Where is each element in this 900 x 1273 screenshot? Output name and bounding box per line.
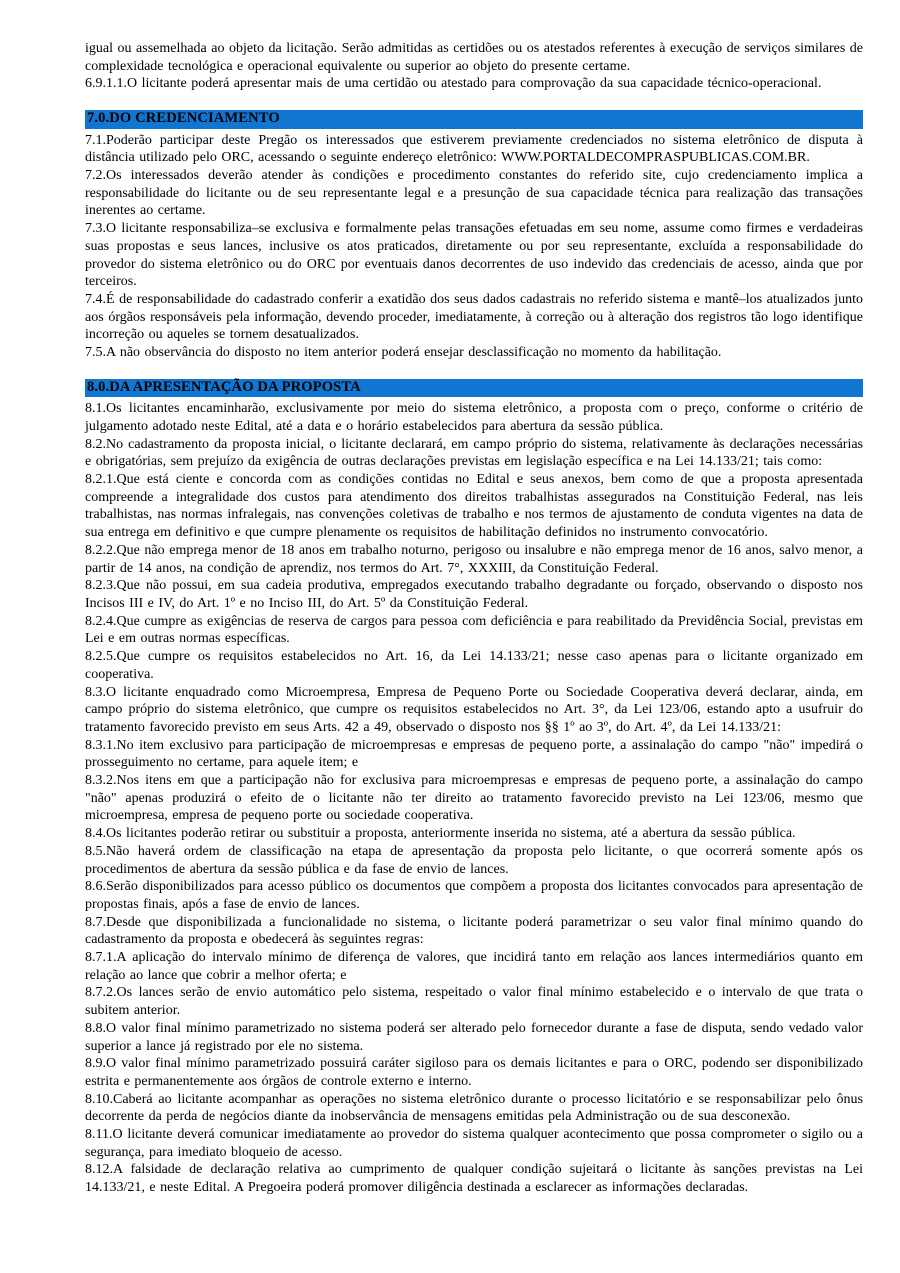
paragraph-8-4: 8.4.Os licitantes poderão retirar ou substituir a proposta, anteriormente inserida no sistema, até a abertura da sessão pública. (85, 826, 796, 842)
paragraph-8-1: 8.1.Os licitantes encaminharão, exclusivamente por meio do sistema eletrônico, a proposta com o preço, conforme o critério de julgamento adotado neste Edital, até a data e o horário estabelecidos para abertura da sessão pública. (85, 401, 863, 434)
paragraph-8-3: 8.3.O licitante enquadrado como Microempresa, Empresa de Pequeno Porte ou Sociedade Cooperativa deverá declarar, ainda, em campo próprio do sistema eletrônico, que cumpre os requisitos estabelecidos no Art. 3°, da Lei 123/06, estando apto a usufruir do tratamento favorecido previsto em seus Arts. 42 a 49, observado o disposto nos §§ 1º ao 3º, do Art. 4º, da Lei 14.133/21: (85, 684, 863, 735)
paragraph-6-9-1-1: 6.9.1.1.O licitante poderá apresentar mais de uma certidão ou atestado para comprovação da sua capacidade técnico-operacional. (85, 76, 822, 92)
paragraph-8-2-3: 8.2.3.Que não possui, em sua cadeia produtiva, empregados executando trabalho degradante ou forçado, observando o disposto nos Incisos III e IV, do Art. 1º e no Inciso III, do Art. 5º da Constituição Federal. (85, 578, 863, 611)
paragraph-8-6: 8.6.Serão disponibilizados para acesso público os documentos que compõem a proposta dos licitantes convocados para apresentação de propostas finais, após a fase de envio de lances. (85, 879, 863, 912)
paragraph-8-7: 8.7.Desde que disponibilizada a funcionalidade no sistema, o licitante poderá parametrizar o seu valor final mínimo quando do cadastramento da proposta e obedecerá às seguintes regras: (85, 914, 863, 948)
paragraph-8-2-4: 8.2.4.Que cumpre as exigências de reserva de cargos para pessoa com deficiência e para reabilitado da Previdência Social, previstas em Lei e em outras normas específicas. (85, 613, 863, 647)
paragraph-8-2-2: 8.2.2.Que não emprega menor de 18 anos em trabalho noturno, perigoso ou insalubre e não emprega menor de 16 anos, salvo menor, a partir de 14 anos, na condição de aprendiz, nos termos do Art. 7°, XXXIII, da Constituição Federal. (85, 542, 863, 576)
paragraph-8-3-2: 8.3.2.Nos itens em que a participação não for exclusiva para microempresas e empresas de pequeno porte, a assinalação do campo "não" apenas produzirá o efeito de o licitante não ter direito ao tratamento favorecido previsto na Lei 123/06, mesmo que microempresa, empresa de pequeno porte ou sociedade cooperativa. (85, 773, 863, 824)
paragraph-continuation: igual ou assemelhada ao objeto da licitação. Serão admitidas as certidões ou os atestados referentes à execução de serviços similares de complexidade tecnológica e operacional equivalente ou superior ao objeto do presente certame. (85, 41, 863, 74)
paragraph-7-1: 7.1.Poderão participar deste Pregão os interessados que estiverem previamente credenciados no sistema eletrônico de disputa à distância utilizado pelo ORC, acessando o seguinte endereço eletrônico: WWW.PORTALDECOMPRASPUBLICAS.COM.BR. (85, 132, 863, 166)
paragraph-8-11: 8.11.O licitante deverá comunicar imediatamente ao provedor do sistema qualquer acontecimento que possa comprometer o sigilo ou a segurança, para imediato bloqueio de acesso. (85, 1127, 863, 1160)
paragraph-8-9: 8.9.O valor final mínimo parametrizado possuirá caráter sigiloso para os demais licitantes e para o ORC, podendo ser disponibilizado estrita e permanentemente aos órgãos de controle externo e interno. (85, 1056, 863, 1089)
paragraph-7-5: 7.5.A não observância do disposto no item anterior poderá ensejar desclassificação no momento da habilitação. (85, 345, 722, 361)
paragraph-8-12: 8.12.A falsidade de declaração relativa ao cumprimento de qualquer condição sujeitará o licitante às sanções previstas na Lei 14.133/21, e neste Edital. A Pregoeira poderá promover diligência destinada a esclarecer as informações declaradas. (85, 1162, 863, 1196)
paragraph-8-2-1: 8.2.1.Que está ciente e concorda com as condições contidas no Edital e seus anexos, bem como de que a proposta apresentada compreende a integralidade dos custos para atendimento dos direitos trabalhistas assegurados na Constituição Federal, nas leis trabalhistas, nas normas infralegais, nas convenções coletivas de trabalho e nos termos de ajustamento de conduta vigentes na data de sua entrega em definitivo e que cumpre plenamente os requisitos de habilitação definidos no instrumento convocatório. (85, 472, 863, 541)
paragraph-8-3-1: 8.3.1.No item exclusivo para participação de microempresas e empresas de pequeno porte, a assinalação do campo "não" impedirá o prosseguimento no certame, para aquele item; e (85, 737, 863, 771)
paragraph-8-5: 8.5.Não haverá ordem de classificação na etapa de apresentação da proposta pelo licitante, o que ocorrerá somente após os procedimentos de abertura da sessão pública e da fase de envio de lances. (85, 843, 863, 877)
section-header-apresentacao-proposta: 8.0.DA APRESENTAÇÃO DA PROPOSTA (85, 379, 863, 398)
paragraph-7-3: 7.3.O licitante responsabiliza–se exclusiva e formalmente pelas transações efetuadas em seu nome, assume como firmes e verdadeiras suas propostas e seus lances, inclusive os atos praticados, diretamente ou por seu representante, excluída a responsabilidade do provedor do sistema eletrônico ou do ORC por eventuais danos decorrentes de uso indevido das credenciais de acesso, ainda que por terceiros. (85, 221, 863, 290)
paragraph-7-2: 7.2.Os interessados deverão atender às condições e procedimento constantes do referido site, cujo credenciamento implica a responsabilidade do licitante ou de seu representante legal e a presunção de sua capacidade técnica para realização das transações inerentes ao certame. (85, 168, 863, 219)
paragraph-8-7-1: 8.7.1.A aplicação do intervalo mínimo de diferença de valores, que incidirá tanto em relação aos lances intermediários quanto em relação ao lance que cobrir a melhor oferta; e (85, 950, 863, 983)
paragraph-8-10: 8.10.Caberá ao licitante acompanhar as operações no sistema eletrônico durante o processo licitatório e se responsabilizar pelo ônus decorrente da perda de negócios diante da inobservância de mensagens emitidas pela Administração ou de sua desconexão. (85, 1091, 863, 1125)
paragraph-8-2-5: 8.2.5.Que cumpre os requisitos estabelecidos no Art. 16, da Lei 14.133/21; nesse caso apenas para o licitante organizado em cooperativa. (85, 649, 863, 682)
document-page (85, 40, 863, 1197)
paragraph-8-8: 8.8.O valor final mínimo parametrizado no sistema poderá ser alterado pelo fornecedor durante a fase de disputa, sendo vedado valor superior a lance já registrado por ele no sistema. (85, 1020, 863, 1054)
paragraph-7-4: 7.4.É de responsabilidade do cadastrado conferir a exatidão dos seus dados cadastrais no referido sistema e mantê–los atualizados junto aos órgãos responsáveis pela informação, devendo proceder, imediatamente, à correção ou à alteração dos registros tão logo identifique incorreção ou aqueles se tornem desatualizados. (85, 291, 863, 343)
section-header-credenciamento: 7.0.DO CREDENCIAMENTO (85, 110, 863, 129)
paragraph-8-7-2: 8.7.2.Os lances serão de envio automático pelo sistema, respeitado o valor final mínimo estabelecido e o intervalo de que trata o subitem anterior. (85, 985, 863, 1019)
paragraph-8-2: 8.2.No cadastramento da proposta inicial, o licitante declarará, em campo próprio do sistema, relativamente às declarações necessárias e obrigatórias, sem prejuízo da exigência de outras declarações previstas em legislação específica e na Lei 14.133/21; tais como: (85, 436, 863, 470)
